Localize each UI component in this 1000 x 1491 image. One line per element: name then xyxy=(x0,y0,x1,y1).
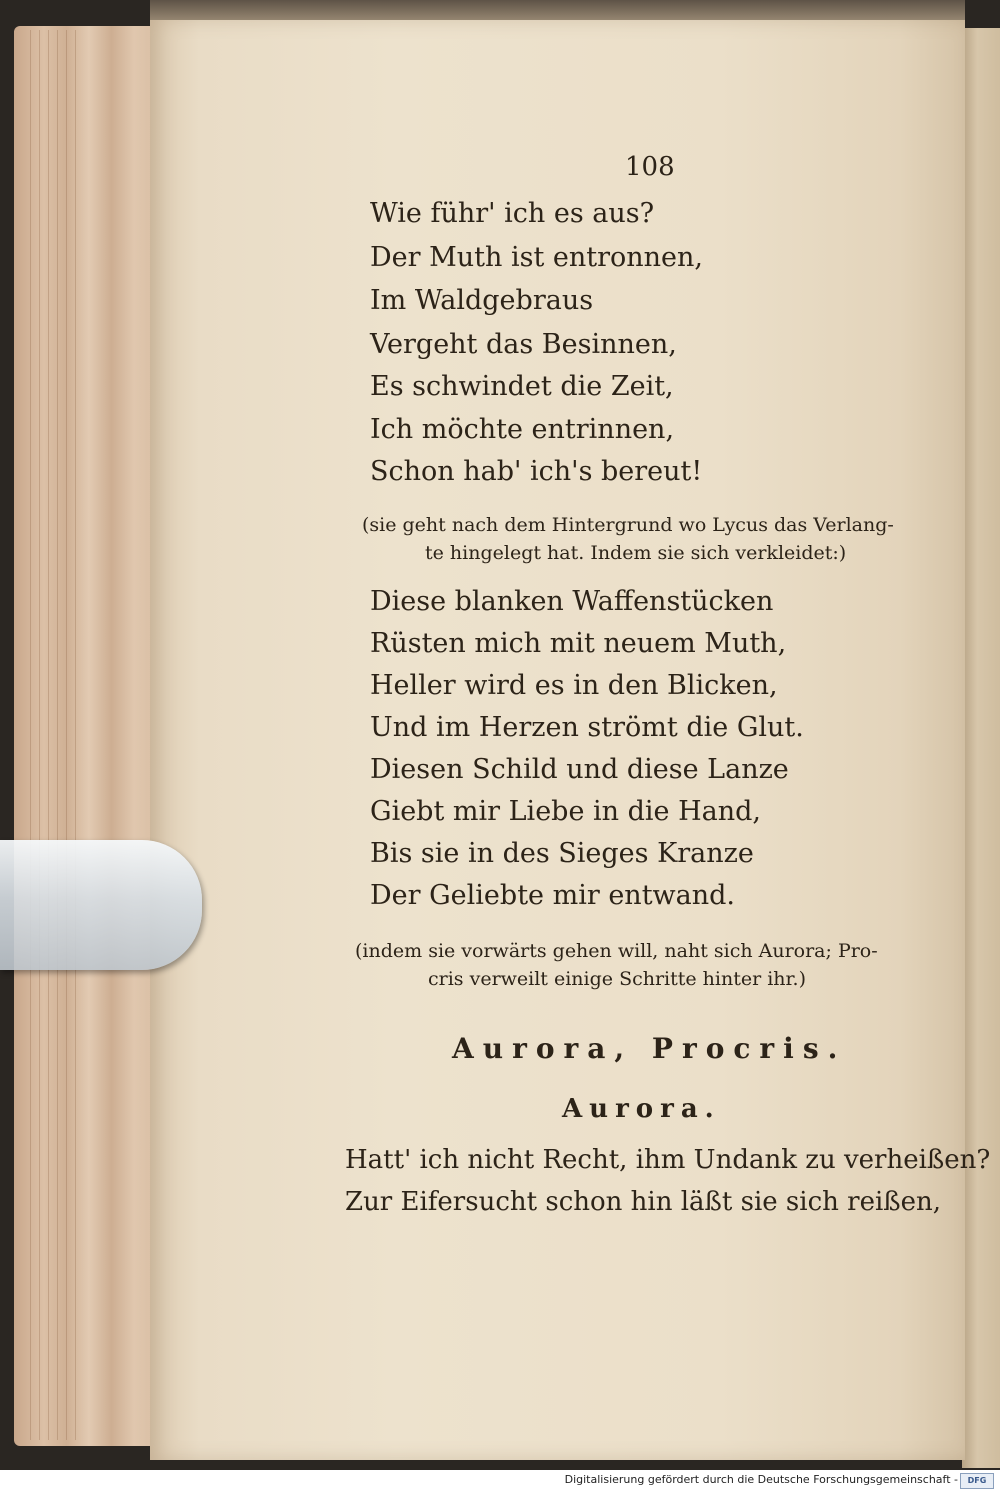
speaker-name: Aurora. xyxy=(562,1094,721,1124)
verse-line: Ich möchte entrinnen, xyxy=(370,414,675,445)
page-number: 108 xyxy=(625,152,675,182)
verse-line: Vergeht das Besinnen, xyxy=(370,329,677,360)
book-top-edge xyxy=(150,0,965,22)
footer-bar xyxy=(0,1470,1000,1491)
verse-line: Wie führ' ich es aus? xyxy=(370,198,655,229)
verse-line: Hatt' ich nicht Recht, ihm Undank zu verheißen? xyxy=(345,1145,991,1175)
page-clip xyxy=(0,840,202,970)
stage-direction-line: cris verweilt einige Schritte hinter ihr.) xyxy=(428,968,806,990)
verse-line: Diesen Schild und diese Lanze xyxy=(370,754,789,785)
page-stack-lines xyxy=(30,30,80,1440)
verse-line: Rüsten mich mit neuem Muth, xyxy=(370,628,787,659)
stage-direction-line: te hingelegt hat. Indem sie sich verkleidet:) xyxy=(425,542,847,564)
verse-line: Der Muth ist entronnen, xyxy=(370,242,704,273)
stage-direction-line: (sie geht nach dem Hintergrund wo Lycus das Verlang- xyxy=(362,514,894,536)
verse-line: Giebt mir Liebe in die Hand, xyxy=(370,796,761,827)
verse-line: Bis sie in des Sieges Kranze xyxy=(370,838,754,869)
verse-line: Der Geliebte mir entwand. xyxy=(370,880,736,911)
verse-line: Und im Herzen strömt die Glut. xyxy=(370,712,804,743)
dfg-logo: DFG xyxy=(960,1473,994,1489)
footer-credit: Digitalisierung gefördert durch die Deutsche Forschungsgemeinschaft - xyxy=(564,1473,958,1486)
verse-line: Es schwindet die Zeit, xyxy=(370,371,674,402)
verse-line: Heller wird es in den Blicken, xyxy=(370,670,778,701)
stage-direction-line: (indem sie vorwärts gehen will, naht sich Aurora; Pro- xyxy=(355,940,878,962)
verse-line: Diese blanken Waffenstücken xyxy=(370,586,774,617)
verse-line: Zur Eifersucht schon hin läßt sie sich reißen, xyxy=(345,1187,942,1217)
verse-line: Im Waldgebraus xyxy=(370,285,594,316)
scene-heading: Aurora, Procris. xyxy=(452,1032,847,1065)
facing-page-edge xyxy=(962,28,1000,1468)
verse-line: Schon hab' ich's bereut! xyxy=(370,456,703,487)
